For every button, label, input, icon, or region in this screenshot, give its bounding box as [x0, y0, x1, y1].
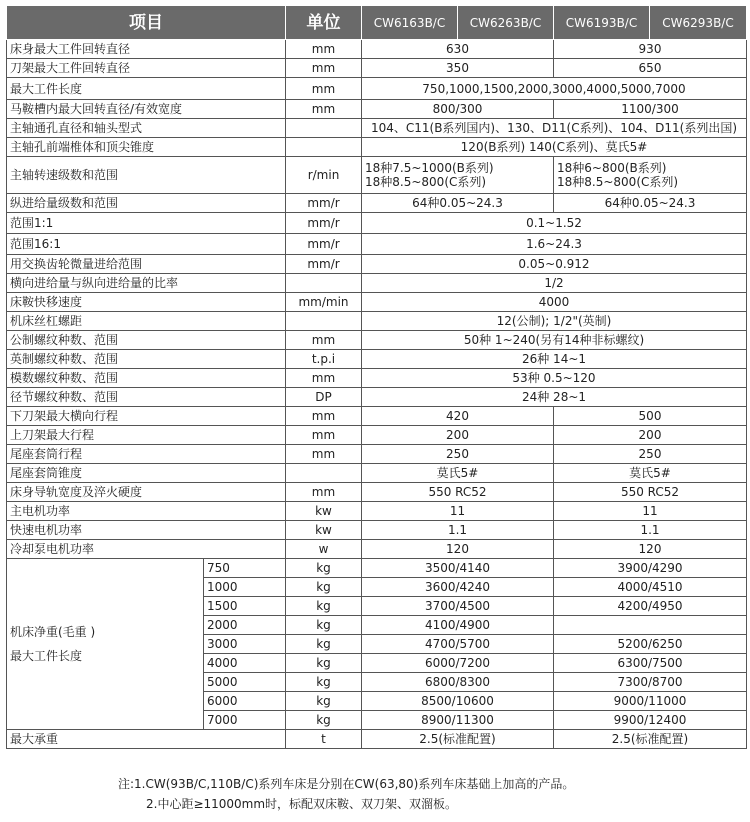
row-value-right: 200	[554, 426, 747, 445]
weight-value-left: 8900/11300	[362, 711, 554, 730]
weight-unit: kg	[286, 692, 362, 711]
row-unit: mm	[286, 426, 362, 445]
table-row	[7, 445, 747, 464]
max-load-unit: t	[286, 730, 362, 749]
row-unit	[286, 312, 362, 331]
row-unit: mm	[286, 78, 362, 100]
row-value-right: 930	[554, 40, 747, 59]
row-unit	[286, 138, 362, 157]
row-value: 120(B系列) 140(C系列)、莫氏5#	[362, 138, 747, 157]
table-row	[7, 194, 747, 213]
footnote-1: 注:1.CW(93B/C,110B/C)系列车床是分别在CW(63,80)系列车床基础上加高的产品。	[118, 777, 575, 791]
value-line: 18种7.5~1000(B系列)	[365, 161, 494, 175]
weight-length: 5000	[204, 673, 286, 692]
row-label: 主轴孔前端椎体和顶尖锥度	[7, 138, 286, 157]
row-value-right	[554, 157, 747, 194]
row-value: 0.1~1.52	[362, 213, 747, 234]
row-unit: mm/r	[286, 255, 362, 274]
table-row	[7, 388, 747, 407]
weight-value-left: 3600/4240	[362, 578, 554, 597]
value-line: 18种8.5~800(C系列)	[557, 175, 679, 189]
row-unit: mm	[286, 407, 362, 426]
row-unit	[286, 119, 362, 138]
weight-label-line2: 最大工件长度	[10, 649, 83, 663]
row-unit: mm/r	[286, 234, 362, 255]
header-model-2: CW6263B/C	[458, 6, 554, 40]
weight-unit: kg	[286, 673, 362, 692]
table-row	[7, 255, 747, 274]
row-label: 床身最大工件回转直径	[7, 40, 286, 59]
row-value-left: 200	[362, 426, 554, 445]
max-load-right: 2.5(标准配置)	[554, 730, 747, 749]
row-value-right: 1100/300	[554, 100, 747, 119]
table-row	[7, 331, 747, 350]
table-row	[7, 312, 747, 331]
value-line: 18种8.5~800(C系列)	[365, 175, 487, 189]
weight-unit: kg	[286, 616, 362, 635]
weight-label-line1: 机床净重(毛重 )	[10, 625, 96, 639]
row-label: 公制螺纹种数、范围	[7, 331, 286, 350]
row-label: 范围1:1	[7, 213, 286, 234]
row-label: 床身导轨宽度及淬火硬度	[7, 483, 286, 502]
weight-length: 7000	[204, 711, 286, 730]
row-label: 马鞍槽内最大回转直径/有效宽度	[7, 100, 286, 119]
weight-value-right: 5200/6250	[554, 635, 747, 654]
table-row	[7, 540, 747, 559]
row-unit: t.p.i	[286, 350, 362, 369]
row-value-left: 630	[362, 40, 554, 59]
table-row	[7, 157, 747, 194]
row-value-right: 250	[554, 445, 747, 464]
weight-unit: kg	[286, 711, 362, 730]
table-row	[7, 138, 747, 157]
row-value-left: 1.1	[362, 521, 554, 540]
row-unit: w	[286, 540, 362, 559]
table-row	[7, 483, 747, 502]
row-unit: r/min	[286, 157, 362, 194]
weight-value-left: 3700/4500	[362, 597, 554, 616]
row-value-left: 350	[362, 59, 554, 78]
row-label: 横向进给量与纵向进给量的比率	[7, 274, 286, 293]
weight-value-right	[554, 616, 747, 635]
row-label: 英制螺纹种数、范围	[7, 350, 286, 369]
row-value-left: 11	[362, 502, 554, 521]
weight-value-left: 3500/4140	[362, 559, 554, 578]
row-value-left: 莫氏5#	[362, 464, 554, 483]
row-value: 12(公制); 1/2"(英制)	[362, 312, 747, 331]
row-value-right: 莫氏5#	[554, 464, 747, 483]
weight-value-right: 4000/4510	[554, 578, 747, 597]
weight-length: 1500	[204, 597, 286, 616]
table-row	[7, 293, 747, 312]
row-value: 26种 14~1	[362, 350, 747, 369]
row-label: 用交换齿轮微量进给范围	[7, 255, 286, 274]
weight-value-left: 4100/4900	[362, 616, 554, 635]
row-unit: mm	[286, 59, 362, 78]
row-value-left: 250	[362, 445, 554, 464]
row-value: 104、C11(B系列国内)、130、D11(C系列)、104、D11(系列出国)	[362, 119, 747, 138]
row-unit: mm	[286, 40, 362, 59]
row-value: 24种 28~1	[362, 388, 747, 407]
row-unit: kw	[286, 521, 362, 540]
header-item: 项目	[7, 6, 286, 40]
table-row	[7, 213, 747, 234]
weight-unit: kg	[286, 635, 362, 654]
row-label: 最大工件长度	[7, 78, 286, 100]
max-load-row	[7, 730, 747, 749]
row-label: 纵进给量级数和范围	[7, 194, 286, 213]
row-unit: mm/r	[286, 194, 362, 213]
row-label: 下刀架最大横向行程	[7, 407, 286, 426]
table-row	[7, 407, 747, 426]
weight-value-left: 4700/5700	[362, 635, 554, 654]
row-value-left: 120	[362, 540, 554, 559]
row-value-right: 1.1	[554, 521, 747, 540]
weight-value-right: 9900/12400	[554, 711, 747, 730]
weight-value-right: 4200/4950	[554, 597, 747, 616]
row-unit: mm/r	[286, 213, 362, 234]
row-value-left: 64种0.05~24.3	[362, 194, 554, 213]
weight-unit: kg	[286, 559, 362, 578]
weight-value-right: 6300/7500	[554, 654, 747, 673]
row-value: 0.05~0.912	[362, 255, 747, 274]
row-value: 1/2	[362, 274, 747, 293]
row-value: 750,1000,1500,2000,3000,4000,5000,7000	[362, 78, 747, 100]
row-unit: mm	[286, 445, 362, 464]
row-unit: mm	[286, 331, 362, 350]
row-unit: mm	[286, 483, 362, 502]
weight-length: 2000	[204, 616, 286, 635]
row-label: 径节螺纹种数、范围	[7, 388, 286, 407]
row-unit	[286, 464, 362, 483]
table-row	[7, 78, 747, 100]
row-label: 尾座套筒锥度	[7, 464, 286, 483]
weight-length: 4000	[204, 654, 286, 673]
row-value-left: 420	[362, 407, 554, 426]
spec-table	[6, 5, 747, 749]
table-row	[7, 464, 747, 483]
header-row	[7, 6, 747, 40]
row-label: 主轴转速级数和范围	[7, 157, 286, 194]
row-value-left: 800/300	[362, 100, 554, 119]
row-label: 模数螺纹种数、范围	[7, 369, 286, 388]
row-label: 冷却泵电机功率	[7, 540, 286, 559]
row-label: 快速电机功率	[7, 521, 286, 540]
table-row	[7, 426, 747, 445]
row-unit	[286, 274, 362, 293]
weight-value-right: 3900/4290	[554, 559, 747, 578]
row-value-right: 120	[554, 540, 747, 559]
row-value: 1.6~24.3	[362, 234, 747, 255]
table-row	[7, 234, 747, 255]
weight-unit: kg	[286, 578, 362, 597]
row-label: 尾座套筒行程	[7, 445, 286, 464]
table-row	[7, 350, 747, 369]
table-row	[7, 502, 747, 521]
row-value: 4000	[362, 293, 747, 312]
value-line: 18种6~800(B系列)	[557, 161, 667, 175]
header-model-1: CW6163B/C	[362, 6, 458, 40]
weight-unit: kg	[286, 597, 362, 616]
weight-value-left: 8500/10600	[362, 692, 554, 711]
table-row	[7, 369, 747, 388]
row-value: 53种 0.5~120	[362, 369, 747, 388]
row-label: 主轴通孔直径和轴头型式	[7, 119, 286, 138]
row-value: 50种 1~240(另有14种非标螺纹)	[362, 331, 747, 350]
weight-row	[7, 559, 747, 578]
max-load-label: 最大承重	[7, 730, 286, 749]
header-unit: 单位	[286, 6, 362, 40]
table-row	[7, 59, 747, 78]
row-value-right: 550 RC52	[554, 483, 747, 502]
row-label: 机床丝杠螺距	[7, 312, 286, 331]
weight-length: 1000	[204, 578, 286, 597]
row-unit: kw	[286, 502, 362, 521]
spec-body	[7, 40, 747, 749]
weight-length: 3000	[204, 635, 286, 654]
table-row	[7, 40, 747, 59]
header-model-3: CW6193B/C	[554, 6, 650, 40]
row-label: 刀架最大工件回转直径	[7, 59, 286, 78]
max-load-left: 2.5(标准配置)	[362, 730, 554, 749]
row-value-right: 64种0.05~24.3	[554, 194, 747, 213]
row-value-right: 650	[554, 59, 747, 78]
weight-value-left: 6000/7200	[362, 654, 554, 673]
table-row	[7, 100, 747, 119]
weight-length: 6000	[204, 692, 286, 711]
row-value-left: 550 RC52	[362, 483, 554, 502]
header-model-4: CW6293B/C	[650, 6, 747, 40]
weight-value-right: 9000/11000	[554, 692, 747, 711]
weight-length: 750	[204, 559, 286, 578]
table-row	[7, 119, 747, 138]
row-unit: DP	[286, 388, 362, 407]
weight-unit: kg	[286, 654, 362, 673]
row-label: 床鞍快移速度	[7, 293, 286, 312]
row-unit: mm	[286, 100, 362, 119]
footnote-2: 2.中心距≥11000mm时，标配双床鞍、双刀架、双溜板。	[146, 797, 458, 811]
row-unit: mm	[286, 369, 362, 388]
row-value-right: 11	[554, 502, 747, 521]
weight-value-left: 6800/8300	[362, 673, 554, 692]
table-row	[7, 274, 747, 293]
row-value-right: 500	[554, 407, 747, 426]
row-unit: mm/min	[286, 293, 362, 312]
table-row	[7, 521, 747, 540]
row-label: 范围16:1	[7, 234, 286, 255]
row-value-left	[362, 157, 554, 194]
row-label: 上刀架最大行程	[7, 426, 286, 445]
weight-value-right: 7300/8700	[554, 673, 747, 692]
weight-label	[7, 559, 204, 730]
row-label: 主电机功率	[7, 502, 286, 521]
